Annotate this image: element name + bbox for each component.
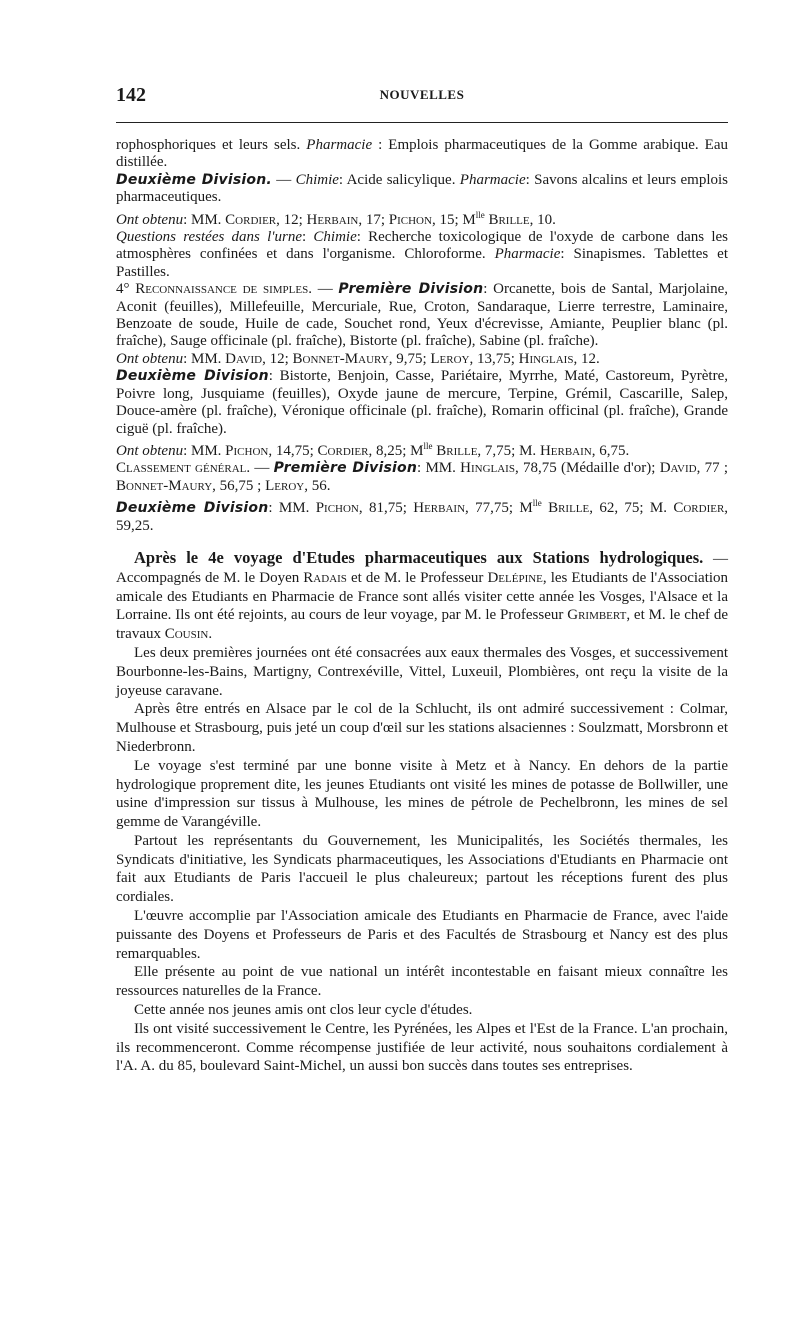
results-questions: Questions restées dans l'urne: Chimie: Recherche toxicologique de l'oxyde de carbone dans les atmosphères confinées et dans l'organisme. Chloroforme. Pharmacie: Sinapismes. Tablettes et Pastilles. [116, 229, 728, 280]
header-rule [116, 122, 728, 123]
article-paragraph-2: Les deux premières journées ont été consacrées aux eaux thermales des Vosges, et successivement Bourbonne-les-Bains, Martigny, Contrexéville, Vittel, Luxeuil, Plombières, ont reçu la visite de la joyeuse caravane. [116, 644, 728, 699]
running-title: NOUVELLES [379, 87, 465, 102]
article-lead: Après le 4e voyage d'Etudes pharmaceutiques aux Stations hydrologiques. [134, 547, 704, 567]
article-paragraph-8: Cette année nos jeunes amis ont clos leur cycle d'études. [134, 1002, 473, 1019]
results-reconnaissance: 4° Reconnaissance de simples. — Première Division: Orcanette, bois de Santal, Marjolaine, Aconit (feuilles), Millefeuille, Mercuriale, Rue, Croton, Sandaraque, Lierre terrestre, Laminaire, Benzoate de soude, Huile de cade, Souchet rond, Yeux d'écrevisse, Amiante, Peuplier blanc (pl. fraîche), Sauge officinale (pl. fraîche), Bistorte (pl. fraîche), Sabine (pl. fraîche). [116, 281, 728, 350]
results-laureates-3: Ont obtenu: MM. Pichon, 14,75; Cordier, 8,25; $M^{lle}$ Brille, 7,75; M. Herbain, 6,75. [116, 440, 630, 459]
article-paragraph-5: Partout les représentants du Gouvernement, les Municipalités, les Sociétés thermales, les Syndicats d'initiative, les Syndicats pharmaceutiques, les Associations d'Etudiants en Pharmacie ont fait aux Etudiants de Paris l'accueil le plus chaleureux; partout les réceptions furent des plus cordiales. [116, 832, 728, 906]
article [116, 549, 728, 1076]
exam-results [116, 137, 728, 535]
article-paragraph-4: Le voyage s'est terminé par une bonne visite à Metz et à Nancy. En dehors de la partie hydrologique proprement dite, les jeunes Etudiants ont visité les mines de potasse de Bollwiller, une usine d'impression sur tissus à Mulhouse, les mines de pétrole de Pechelbronn, les mines de sel gemme de Varangéville. [116, 757, 728, 831]
results-classement-div2: Deuxième Division: MM. Pichon, 81,75; Herbain, 77,75; $M^{lle}$ Brille, 62, 75; M. Cordier, 59,25. [116, 498, 729, 534]
results-laureates-1: Ont obtenu: MM. Cordier, 12; Herbain, 17; Pichon, 15; $M^{lle}$ Brille, 10. [116, 209, 556, 228]
page-number: 142 [116, 84, 146, 106]
page-body [116, 137, 728, 1076]
article-paragraph-9: Ils ont visité successivement le Centre, les Pyrénées, les Alpes et l'Est de la France. L'an prochain, ils recommenceront. Comme récompense justifiée de leur activité, nous souhaitons cordialement à l'A. A. du 85, boulevard Saint-Michel, un aussi bon succès dans toutes ses entreprises. [116, 1020, 728, 1075]
article-paragraph-3: Après être entrés en Alsace par le col de la Schlucht, ils ont admiré successivement : Colmar, Mulhouse et Strasbourg, puis jeté un coup d'œil sur les stations alsaciennes : Soulzmatt, Morsbronn et Niederbronn. [116, 701, 728, 755]
results-reconnaissance-div2: Deuxième Division: Bistorte, Benjoin, Casse, Pariétaire, Myrrhe, Maté, Castoreum, Pyrètre, Poivre long, Jusquiame (feuilles), Oxyde jaune de mercure, Terpine, Grémil, Cascarille, Salep, Douce-amère (pl. fraîche), Véronique officinale (pl. fraîche), Romarin officinal (pl. fraîche), Grande ciguë (pl. fraîche). [116, 368, 728, 437]
results-continuation: rophosphoriques et leurs sels. Pharmacie : Emplois pharmaceutiques de la Gomme arabique. Eau distillée. [116, 137, 729, 171]
results-division-2: Deuxième Division. — Chimie: Acide salicylique. Pharmacie: Savons alcalins et leurs emplois pharmaceutiques. [116, 171, 729, 206]
article-paragraph-1: Après le 4e voyage d'Etudes pharmaceutiques aux Stations hydrologiques. — Accompagnés de M. le Doyen Radais et de M. le Professeur Delépine, les Etudiants de l'Association amicale des Etudiants en Pharmacie de France sont allés visiter cette année les Vosges, l'Alsace et la Lorraine. Ils ont été rejoints, au cours de leur voyage, par M. le Professeur Grimbert, et M. le chef de travaux Cousin. [116, 547, 729, 643]
article-paragraph-7: Elle présente au point de vue national un intérêt incontestable en faisant mieux connaître les ressources naturelles de la France. [116, 964, 728, 1000]
results-classement: Classement général. — Première Division: MM. Hinglais, 78,75 (Médaille d'or); David, 77 ; Bonnet-Maury, 56,75 ; Leroy, 56. [116, 460, 729, 494]
article-paragraph-6: L'œuvre accomplie par l'Association amicale des Etudiants en Pharmacie de France, avec l'aide puissante des Doyens et Professeurs de Paris et des Facultés de Strasbourg et Nancy est des plus remarquables. [116, 908, 728, 962]
results-laureates-2: Ont obtenu: MM. David, 12; Bonnet-Maury, 9,75; Leroy, 13,75; Hinglais, 12. [116, 350, 600, 367]
page-header [116, 84, 728, 110]
